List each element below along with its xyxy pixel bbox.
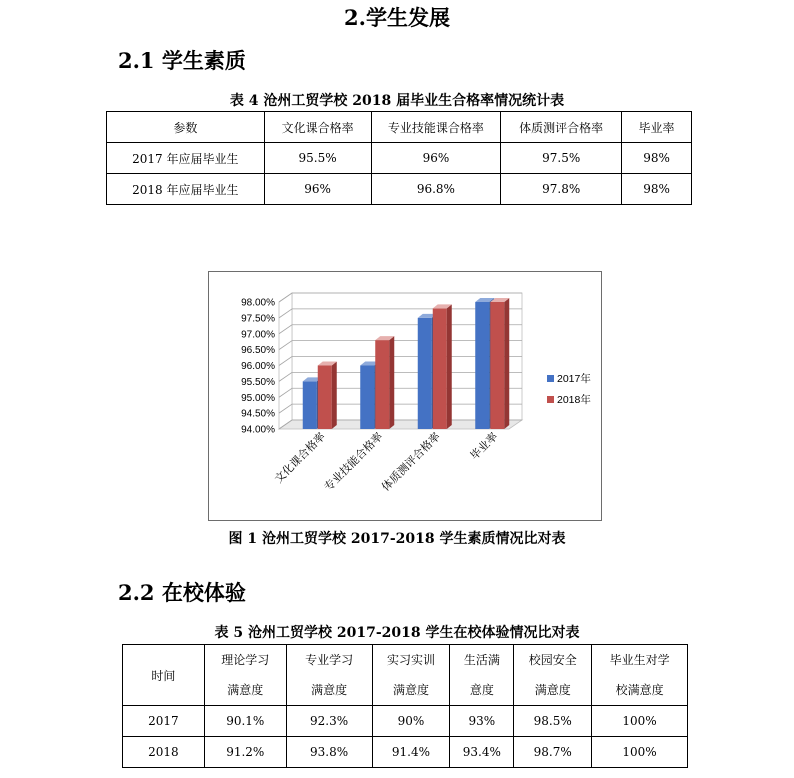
experience-table (122, 644, 688, 768)
bar-side (504, 298, 509, 429)
header-line: 满意度 (227, 683, 264, 697)
table-cell: 2017 (123, 706, 205, 737)
table-cell: 100% (592, 706, 688, 737)
table-cell: 95.5% (264, 143, 371, 174)
table-cell: 98.5% (514, 706, 592, 737)
table-cell: 97.8% (501, 174, 622, 205)
y-tick-label: 96.00% (241, 361, 275, 372)
header-cell (450, 645, 514, 706)
quality-chart-svg (209, 272, 601, 520)
table-cell: 96.8% (371, 174, 501, 205)
bar (303, 381, 317, 429)
header-cell: 参数 (107, 112, 265, 143)
table-cell: 100% (592, 737, 688, 768)
table-cell: 90.1% (204, 706, 286, 737)
table-cell: 2018 (123, 737, 205, 768)
legend-label: 2017年 (557, 373, 591, 385)
table-header-row (107, 112, 692, 143)
table-header-row (123, 645, 688, 706)
header-line: 专业学习 (305, 653, 354, 667)
legend-swatch (547, 375, 554, 382)
y-tick-label: 97.50% (241, 313, 275, 325)
x-category-label: 体质测评合格率 (379, 430, 443, 494)
table5-caption: 表 5 沧州工贸学校 2017-2018 学生在校体验情况比对表 (214, 625, 580, 641)
bar (318, 366, 332, 430)
bar (433, 308, 447, 429)
table-row (107, 174, 692, 205)
header-cell: 体质测评合格率 (501, 112, 622, 143)
table-cell: 93.8% (286, 737, 372, 768)
table-cell: 92.3% (286, 706, 372, 737)
table-cell: 98.7% (514, 737, 592, 768)
header-cell: 时间 (123, 645, 205, 706)
bar (418, 318, 432, 429)
table-row (107, 143, 692, 174)
header-line: 实习实训 (386, 653, 435, 667)
bar (360, 366, 374, 430)
bar-side (332, 362, 337, 430)
y-tick-label: 97.00% (241, 329, 275, 341)
x-category-label: 文化课合格率 (272, 430, 328, 486)
figure1-caption: 图 1 沧州工贸学校 2017-2018 学生素质情况比对表 (228, 531, 566, 547)
y-tick-label: 94.50% (241, 408, 275, 420)
table-row (123, 706, 688, 737)
table-cell: 96% (264, 174, 371, 205)
x-category-label: 毕业率 (468, 430, 501, 463)
legend-swatch (547, 396, 554, 403)
y-tick-label: 98.00% (241, 297, 275, 309)
table-cell: 2018 年应届毕业生 (107, 174, 265, 205)
header-line: 校园安全 (528, 653, 577, 667)
table-cell: 2017 年应届毕业生 (107, 143, 265, 174)
header-line: 毕业生对学 (609, 653, 670, 667)
header-cell (372, 645, 450, 706)
header-cell: 专业技能课合格率 (371, 112, 501, 143)
header-line: 满意度 (534, 683, 571, 697)
x-category-label: 专业技能合格率 (322, 430, 386, 494)
y-tick-label: 94.00% (241, 424, 275, 436)
pass-rate-table (106, 111, 692, 205)
header-line: 满意度 (311, 683, 348, 697)
main-heading: 2.学生发展 (344, 5, 450, 30)
bar-side (389, 336, 394, 429)
header-cell (514, 645, 592, 706)
bar-side (447, 304, 452, 429)
bar (475, 302, 489, 429)
header-cell: 毕业率 (622, 112, 692, 143)
table-cell: 90% (372, 706, 450, 737)
table-cell: 96% (371, 143, 501, 174)
table4-caption: 表 4 沧州工贸学校 2018 届毕业生合格率情况统计表 (229, 93, 565, 109)
table-row (123, 737, 688, 768)
quality-chart (208, 271, 602, 521)
header-line: 满意度 (392, 683, 429, 697)
table-cell: 91.4% (372, 737, 450, 768)
bar (490, 302, 504, 429)
header-cell (592, 645, 688, 706)
header-line: 校满意度 (615, 683, 664, 697)
section-heading-quality: 2.1 学生素质 (118, 48, 246, 73)
header-cell (204, 645, 286, 706)
table-cell: 93.4% (450, 737, 514, 768)
y-tick-label: 95.00% (241, 392, 275, 404)
bar (375, 340, 389, 429)
table-cell: 97.5% (501, 143, 622, 174)
header-cell: 文化课合格率 (264, 112, 371, 143)
header-cell (286, 645, 372, 706)
header-line: 理论学习 (221, 653, 270, 667)
table-cell: 98% (622, 143, 692, 174)
y-tick-label: 95.50% (241, 376, 275, 388)
section-heading-experience: 2.2 在校体验 (118, 580, 246, 605)
header-line: 意度 (469, 683, 494, 697)
header-line: 生活满 (463, 653, 500, 667)
legend-label: 2018年 (557, 394, 591, 406)
y-tick-label: 96.50% (241, 345, 275, 357)
table-cell: 98% (622, 174, 692, 205)
table-cell: 91.2% (204, 737, 286, 768)
table-cell: 93% (450, 706, 514, 737)
